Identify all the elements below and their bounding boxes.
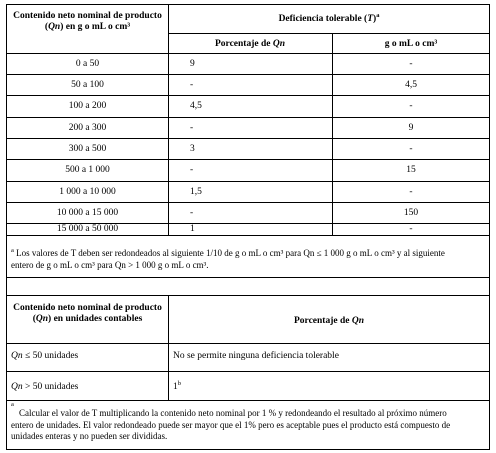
table1-content-header: Contenido neto nominal de producto (Qn) en g o mL o cm³ bbox=[13, 11, 162, 32]
table2-header-bottom-rule bbox=[7, 343, 490, 344]
table1-deficiency-header: Deficiencia tolerable $(T)^a$ bbox=[278, 11, 380, 24]
table1-header-rule bbox=[168, 33, 490, 34]
table2-percent-header: Porcentaje de Qn bbox=[293, 316, 364, 326]
table1-header-bottom-rule bbox=[7, 53, 490, 54]
table1-percent-header: Porcentaje de Qn bbox=[214, 39, 285, 49]
tolerable-deficiency-tables: Contenido neto nominal de producto (Qn) en g o mL o cm³ Deficiencia tolerable $(T)^a$ Porcentaje de Qn g o mL o cm³ 0 a 50 9 - 50 a 100 - 4,5 100 a 200 4,5 - 200 a 300 - 9 300 a 500 3 - 500 a 1 000 - 15 1 000 a 10 000 1,5 - 10 000 a 15 000 - 150 15 000 a 50 000 1 - $^a$ Los valores de T deben ser redondeados al siguiente 1/10 de g o mL o cm³ para Qn ≤ 1 000 g o mL o cm³ y al siguiente entero de g o mL o cm³ para Qn > 1 000 g o mL o cm³. Contenido neto nominal de producto (Qn) en unidades contables Porcentaje de Qn Qn ≤ 50 unidades No se permite ninguna deficiencia tolerable Qn > 50 unidades 1$^b$ a Calcular el valor de T multiplicando la contenido neto nominal por 1 % y redondeando el resultado al próximo número entero de unidades. El valor redondeado puede ser mayor que el 1% pero es aceptable pues el producto está compuesto de unidades enteras y no pueden ser divididas. bbox=[6, 4, 490, 450]
table2-content-header: Contenido neto nominal de producto (Qn) en unidades contables bbox=[13, 303, 162, 324]
table2-footnote: a Calcular el valor de T multiplicando la contenido neto nominal por 1 % y redondeando el resultado al próximo número entero de unidades. El valor redondeado puede ser mayor que el 1% pero es aceptable pues el producto está compuesto de unidades enteras y no pueden ser divididas. bbox=[11, 401, 451, 441]
table2-column-divider bbox=[168, 295, 169, 400]
table1-units-header: g o mL o cm³ bbox=[384, 39, 438, 49]
tables-separator-rule bbox=[7, 295, 490, 296]
table1-footnote: $^a$ Los valores de T deben ser redondeados al siguiente 1/10 de g o mL o cm³ para Qn ≤ 1 000 g o mL o cm³ y al siguiente entero de g o mL o cm³ para Qn > 1 000 g o mL o cm³. bbox=[11, 247, 445, 270]
table1-footnote-rule bbox=[7, 277, 490, 278]
